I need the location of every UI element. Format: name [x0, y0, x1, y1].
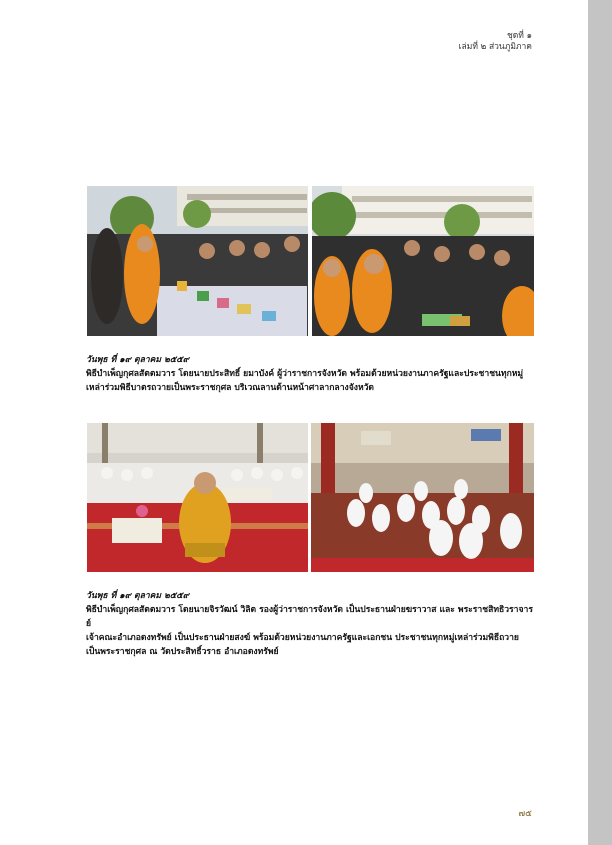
page-edge-band	[588, 0, 612, 845]
running-header	[459, 31, 532, 53]
photo-alms-giving-left	[87, 186, 308, 336]
caption-line: พิธีบำเพ็ญกุศลสัตตมวาร โดยนายจิรวัฒน์ วิลิต รองผู้ว่าราชการจังหวัด เป็นประธานฝ่ายฆราวาส และ พระราชสิทธิวราจารย์	[86, 605, 533, 629]
photo-alms-giving-right	[312, 186, 534, 336]
photo-temple-prayer	[311, 423, 534, 572]
caption-line: เหล่าร่วมพิธีบาตรถวายเป็นพระราชกุศล บริเวณลานด้านหน้าศาลากลางจังหวัด	[86, 383, 375, 393]
caption-line: เป็นพระราชกุศล ณ วัดประสิทธิ์วราธ อำเภอดงทรัพย์	[86, 647, 279, 657]
caption-line: เจ้าคณะอำเภอดงทรัพย์ เป็นประธานฝ่ายสงฆ์ พร้อมด้วยหน่วยงานภาครัฐและเอกชน ประชาชนทุกหมู่เหล่าร่วมพิธีถวาย	[86, 633, 519, 643]
header-series: ชุดที่ ๑	[507, 31, 532, 41]
caption-alms-giving	[86, 353, 536, 395]
page-number: ๗๕	[518, 809, 532, 819]
caption-date: วันพุธ ที่ ๑๙ ตุลาคม ๒๕๕๙	[86, 591, 190, 601]
caption-line: พิธีบำเพ็ญกุศลสัตตมวาร โดยนายประสิทธิ์ ยมาบังค์ ผู้ว่าราชการจังหวัด พร้อมด้วยหน่วยงานภาครัฐและประชาชนทุกหมู่	[86, 369, 524, 379]
caption-temple-ceremony	[86, 589, 536, 659]
header-volume: เล่มที่ ๒ ส่วนภูมิภาค	[458, 42, 532, 52]
caption-date: วันพุธ ที่ ๑๙ ตุลาคม ๒๕๕๙	[86, 355, 190, 365]
photo-monk-ceremony-hall	[87, 423, 308, 572]
